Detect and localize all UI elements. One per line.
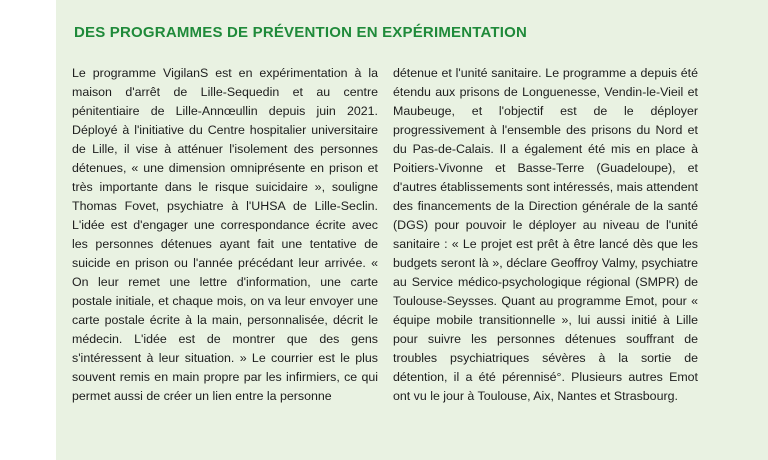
article-title: DES PROGRAMMES DE PRÉVENTION EN EXPÉRIMENTATION (74, 24, 528, 41)
article-column-left: Le programme VigilanS est en expérimentation à la maison d'arrêt de Lille-Sequedin et au centre pénitentiaire de Lille-Annœullin depuis juin 2021. Déployé à l'initiative du Centre hospitalier universitaire de Lille, il vise à atténuer l'isolement des personnes détenues, « une dimension omniprésente en prison et très importante dans le risque suicidaire », souligne Thomas Fovet, psychiatre à l'UHSA de Lille-Seclin. L'idée est d'engager une correspondance écrite avec les personnes détenues ayant fait une tentative de suicide en prison ou l'année précédant leur arrivée. « On leur remet une lettre d'information, une carte postale initiale, et chaque mois, on va leur envoyer une carte postale écrite à la main, personnalisée, décrit le médecin. L'idée est de montrer que des gens s'intéressent à leur situation. » Le courrier est le plus souvent remis en main propre par les infirmiers, ce qui permet aussi de créer un lien entre la personne (72, 66, 378, 403)
article-column-right: détenue et l'unité sanitaire. Le programme a depuis été étendu aux prisons de Longuenesse, Vendin-le-Vieil et Maubeuge, et l'objectif est de le déployer progressivement à l'ensemble des prisons du Nord et du Pas-de-Calais. Il a également été mis en place à Poitiers-Vivonne et Basse-Terre (Guadeloupe), et d'autres établissements sont intéressés, mais attendent des financements de la Direction générale de la santé (DGS) pour pouvoir le déployer au niveau de l'unité sanitaire : « Le projet est prêt à être lancé dès que les budgets seront là », déclare Geoffroy Valmy, psychiatre au Service médico-psychologique régional (SMPR) de Toulouse-Seysses. Quant au programme Emot, pour « équipe mobile transitionnelle », lui aussi initié à Lille pour suivre les personnes détenues souffrant de troubles psychiatriques sévères à la sortie de détention, il a été pérennisé°. Plusieurs autres Emot ont vu le jour à Toulouse, Aix, Nantes et Strasbourg. (393, 66, 698, 403)
